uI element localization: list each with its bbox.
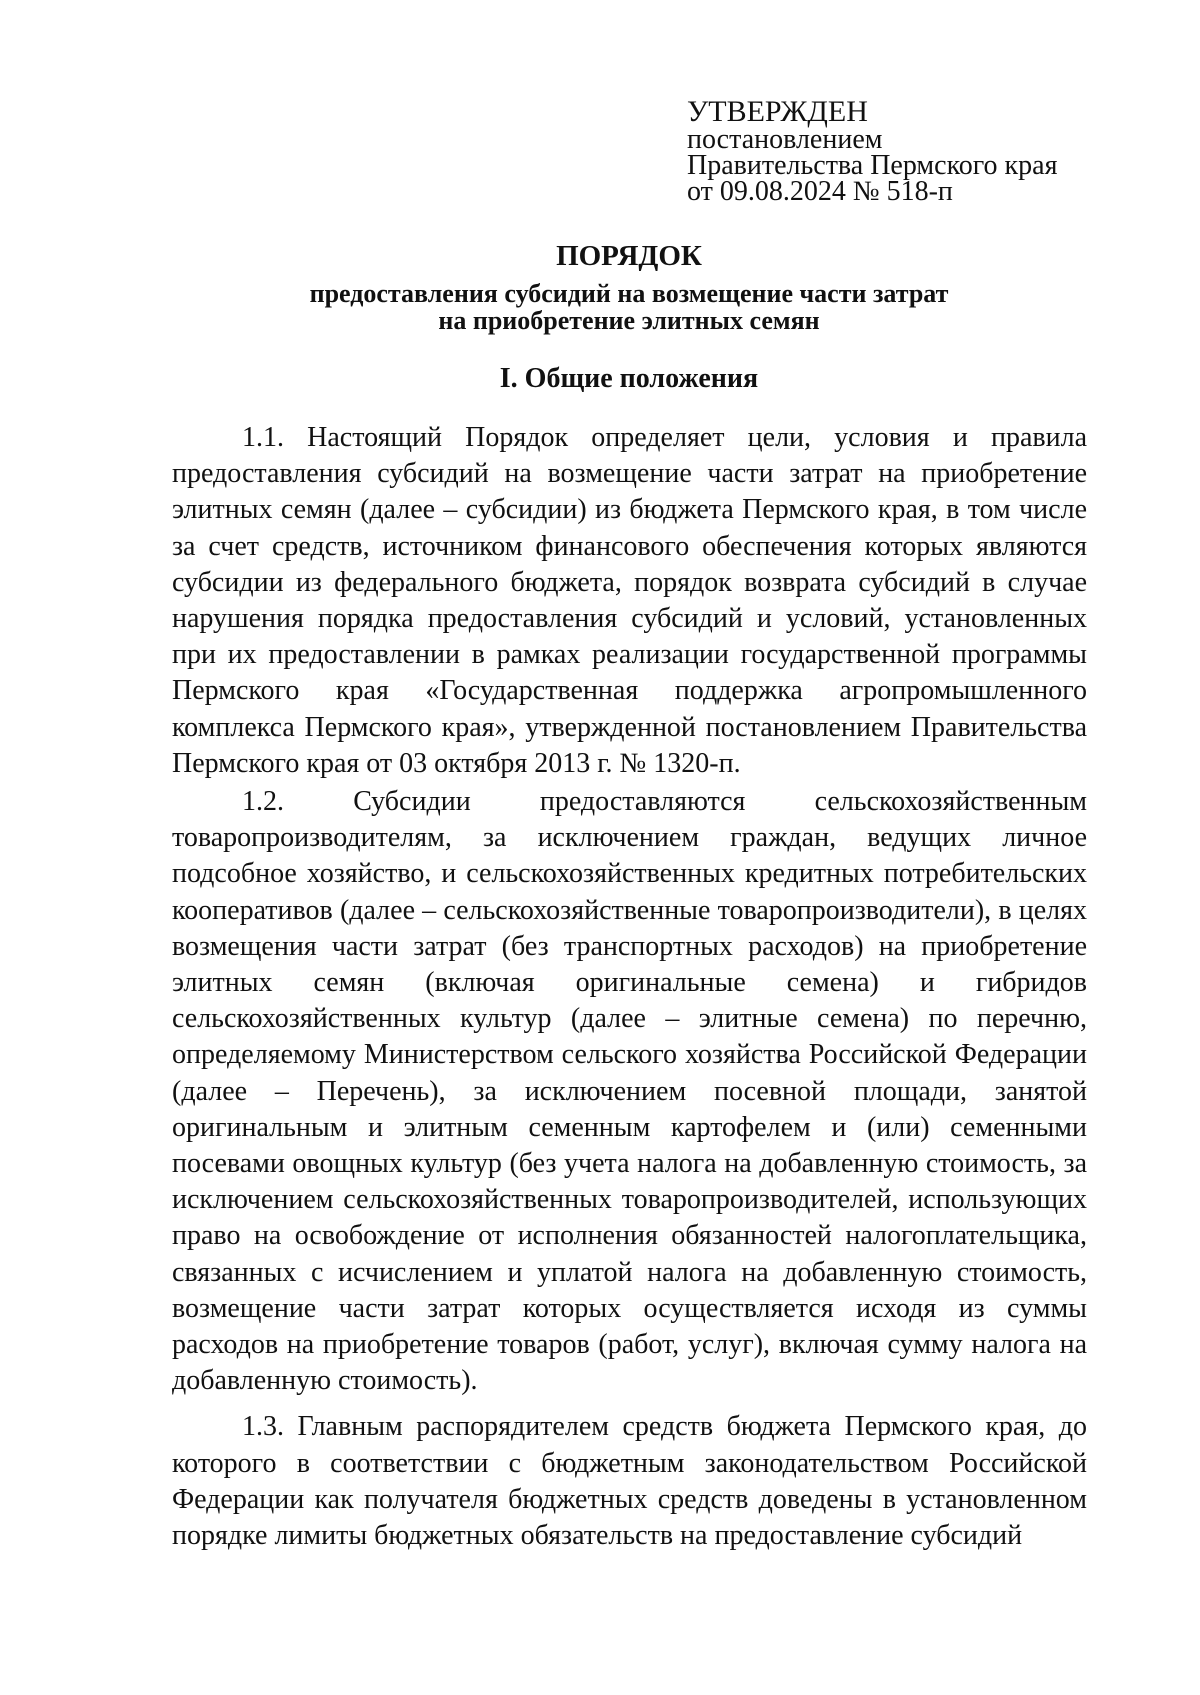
paragraph-1-1: 1.1. Настоящий Порядок определяет цели, условия и правила предоставления субсидий на возмещение части затрат на приобретение элитных семян (далее – субсидии) из бюджета Пермского края, в том числе за счет средств, источником финансового обеспечения которых являются субсидии из федерального бюджета, порядок возврата субсидий в случае нарушения порядка предоставления субсидий и условий, установленных при их предоставлении в рамках реализации государственной программы Пермского края «Государственная поддержка агропромышленного комплекса Пермского края», утвержденной постановлением Правительства Пермского края от 03 октября 2013 г. № 1320-п. <box>172 422 1087 779</box>
paragraph-1-3: 1.3. Главным распорядителем средств бюджета Пермского края, до которого в соответствии с бюджетным законодательством Российской Федерации как получателя бюджетных средств доведены в установленном порядке лимиты бюджетных обязательств на предоставление субсидий <box>172 1411 1087 1552</box>
document-subtitle-line-1: предоставления субсидий на возмещение части затрат <box>309 279 949 308</box>
approval-line-3: от 09.08.2024 № 518-п <box>687 176 953 207</box>
approval-line-2: Правительства Пермского края <box>687 150 1058 181</box>
paragraph-1-2: 1.2. Субсидии предоставляются сельскохозяйственным товаропроизводителям, за исключением граждан, ведущих личное подсобное хозяйство, и сельскохозяйственных кредитных потребительских кооперативов (далее – сельскохозяйственные товаропроизводители), в целях возмещения части затрат (без транспортных расходов) на приобретение элитных семян (включая оригинальные семена) и гибридов сельскохозяйственных культур (далее – элитные семена) по перечню, определяемому Министерством сельского хозяйства Российской Федерации (далее – Перечень), за исключением посевной площади, занятой оригинальным и элитным семенным картофелем и (или) семенными посевами овощных культур (без учета налога на добавленную стоимость, за исключением сельскохозяйственных товаропроизводителей, использующих право на освобождение от исполнения обязанностей налогоплательщика, связанных с исчислением и уплатой налога на добавленную стоимость, возмещение части затрат которых осуществляется исходя из суммы расходов на приобретение товаров (работ, услуг), включая сумму налога на добавленную стоимость). <box>172 786 1087 1397</box>
document-subtitle <box>0 280 1200 334</box>
approval-title: УТВЕРЖДЕН <box>687 95 868 128</box>
document-subtitle-line-2: на приобретение элитных семян <box>438 306 820 335</box>
body-text <box>172 420 1087 1554</box>
approval-stamp <box>687 97 1057 205</box>
document-title: ПОРЯДОК <box>556 240 702 272</box>
approval-line-1: постановлением <box>687 124 883 155</box>
section-heading: I. Общие положения <box>499 363 759 394</box>
